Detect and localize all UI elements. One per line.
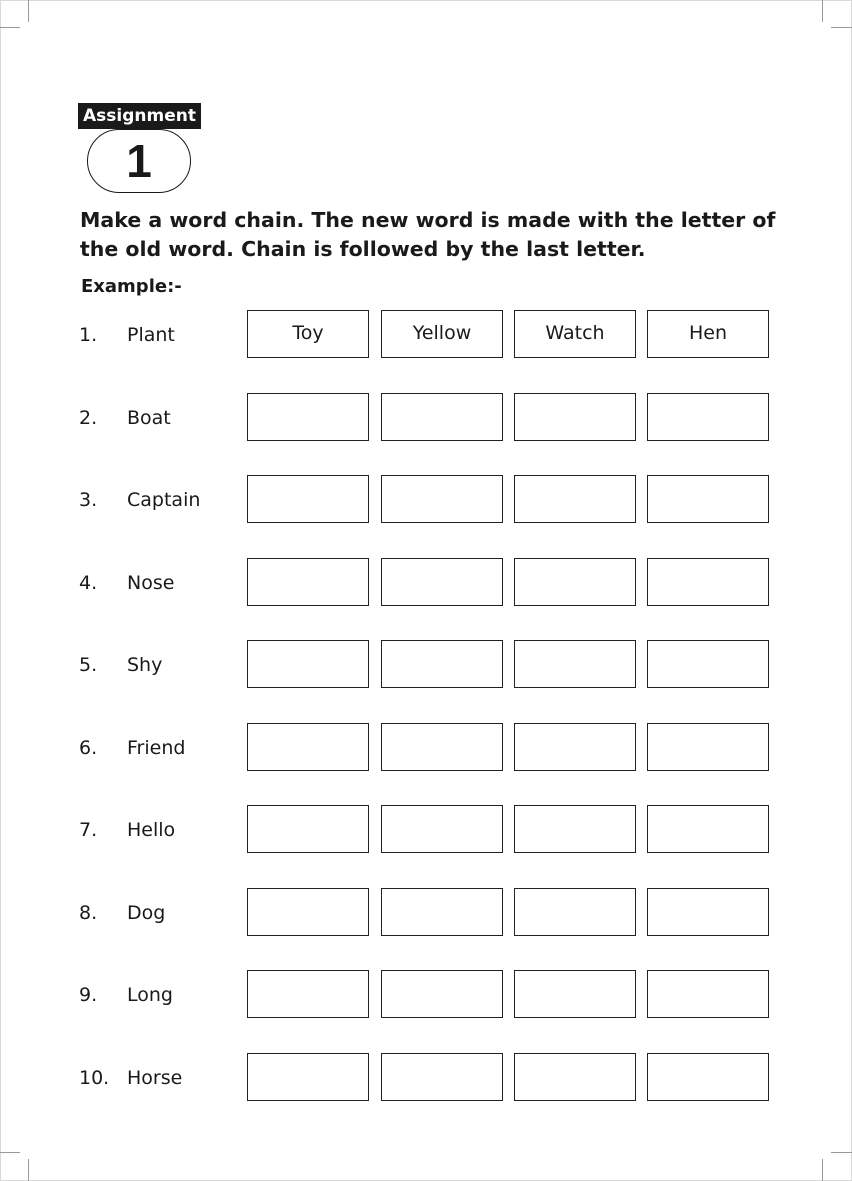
chain-answer-box[interactable] [381, 970, 503, 1018]
word-chain-row [0, 805, 852, 855]
chain-answer-box[interactable]: Yellow [381, 310, 503, 358]
crop-mark-top-left-h [0, 27, 20, 28]
start-word: Nose [127, 572, 175, 594]
chain-answer-box[interactable] [647, 640, 769, 688]
start-word: Hello [127, 819, 176, 841]
chain-answer-box[interactable] [647, 475, 769, 523]
example-label: Example:- [81, 276, 182, 297]
chain-answer-box[interactable] [247, 970, 369, 1018]
chain-answer-box[interactable] [247, 723, 369, 771]
chain-answer-box[interactable] [514, 558, 636, 606]
chain-answer-box[interactable] [381, 475, 503, 523]
row-number: 9. [79, 984, 98, 1006]
chain-answer-box[interactable] [514, 970, 636, 1018]
chain-answer-box[interactable] [514, 393, 636, 441]
word-chain-row [0, 970, 852, 1020]
chain-answer-box[interactable] [247, 805, 369, 853]
row-number: 3. [79, 489, 98, 511]
chain-answer-box[interactable] [381, 1053, 503, 1101]
chain-answer-box[interactable] [647, 558, 769, 606]
chain-answer-box[interactable] [247, 640, 369, 688]
chain-answer-box[interactable] [647, 393, 769, 441]
row-number: 4. [79, 572, 98, 594]
word-chain-row [0, 888, 852, 938]
assignment-number: 1 [87, 129, 191, 193]
word-chain-row [0, 310, 852, 360]
word-chain-row [0, 393, 852, 443]
start-word: Plant [127, 324, 175, 346]
assignment-label: Assignment [78, 103, 201, 129]
word-chain-row [0, 475, 852, 525]
chain-answer-box[interactable] [247, 558, 369, 606]
row-number: 5. [79, 654, 98, 676]
chain-answer-box[interactable] [381, 805, 503, 853]
chain-answer-box[interactable] [514, 805, 636, 853]
crop-mark-top-right-h [831, 27, 852, 28]
start-word: Friend [127, 737, 186, 759]
chain-answer-box[interactable] [381, 888, 503, 936]
chain-answer-box[interactable] [247, 475, 369, 523]
chain-answer-box[interactable] [514, 723, 636, 771]
chain-answer-box[interactable]: Hen [647, 310, 769, 358]
crop-mark-bottom-right-h [831, 1152, 852, 1153]
crop-mark-bottom-left-v [28, 1159, 29, 1181]
chain-answer-box[interactable] [514, 888, 636, 936]
chain-answer-box[interactable] [647, 723, 769, 771]
row-number: 10. [79, 1067, 110, 1089]
chain-answer-box[interactable] [514, 640, 636, 688]
chain-answer-box[interactable] [381, 393, 503, 441]
row-number: 1. [79, 324, 98, 346]
chain-answer-box[interactable] [647, 970, 769, 1018]
word-chain-row [0, 558, 852, 608]
row-number: 6. [79, 737, 98, 759]
word-chain-row [0, 640, 852, 690]
chain-answer-box[interactable] [647, 805, 769, 853]
start-word: Horse [127, 1067, 183, 1089]
chain-answer-box[interactable] [381, 723, 503, 771]
chain-answer-box[interactable] [247, 1053, 369, 1101]
row-number: 2. [79, 407, 98, 429]
start-word: Boat [127, 407, 171, 429]
chain-answer-box[interactable] [247, 888, 369, 936]
start-word: Dog [127, 902, 166, 924]
crop-mark-bottom-right-v [822, 1159, 823, 1181]
chain-answer-box[interactable] [647, 1053, 769, 1101]
word-chain-row [0, 1053, 852, 1103]
start-word: Shy [127, 654, 163, 676]
chain-answer-box[interactable] [647, 888, 769, 936]
chain-answer-box[interactable] [247, 393, 369, 441]
word-chain-row [0, 723, 852, 773]
chain-answer-box[interactable] [514, 475, 636, 523]
chain-answer-box[interactable] [514, 1053, 636, 1101]
instruction-text: Make a word chain. The new word is made with the letter of the old word. Chain is followed by the last letter. [80, 208, 776, 261]
chain-answer-box[interactable] [381, 640, 503, 688]
row-number: 7. [79, 819, 98, 841]
chain-answer-box[interactable] [381, 558, 503, 606]
chain-answer-box[interactable]: Watch [514, 310, 636, 358]
start-word: Long [127, 984, 173, 1006]
crop-mark-top-left-v [28, 0, 29, 22]
chain-answer-box[interactable]: Toy [247, 310, 369, 358]
crop-mark-top-right-v [822, 0, 823, 22]
crop-mark-bottom-left-h [0, 1152, 20, 1153]
start-word: Captain [127, 489, 201, 511]
row-number: 8. [79, 902, 98, 924]
